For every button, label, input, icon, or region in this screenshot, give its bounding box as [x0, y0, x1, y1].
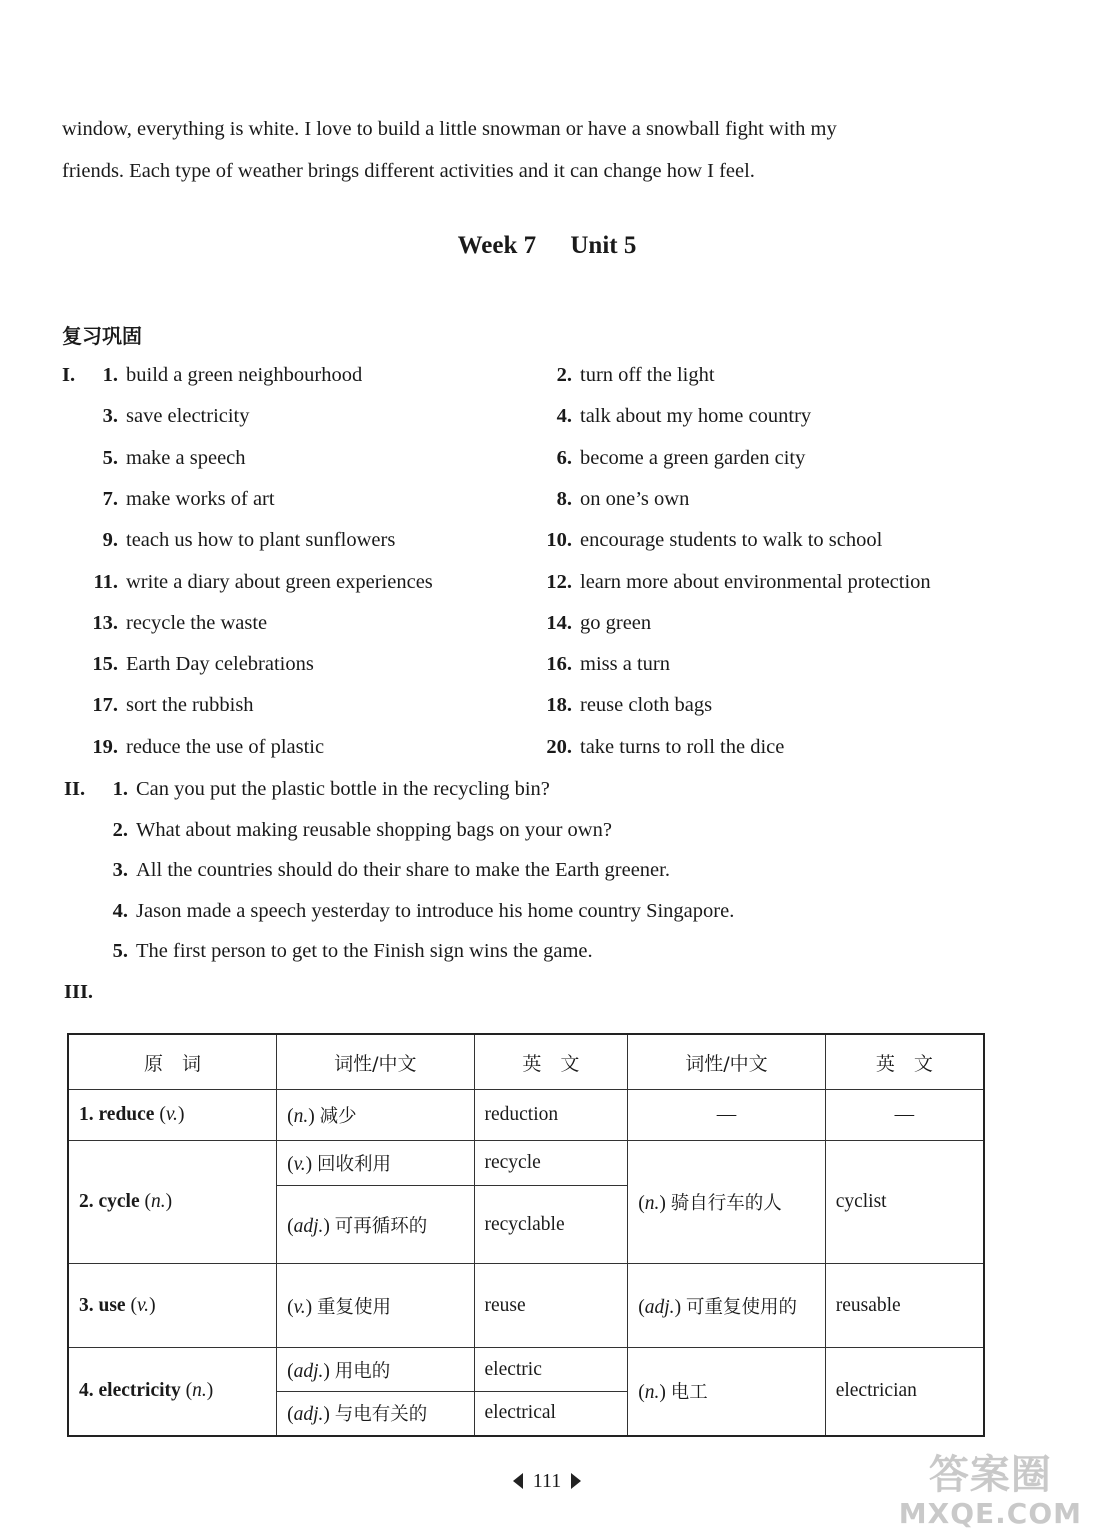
item-text: build a green neighbourhood: [126, 364, 363, 386]
header-cell: 原 词: [68, 1034, 277, 1090]
item-text: What about making reusable shopping bags on your own?: [136, 818, 612, 841]
part1-item: [536, 529, 882, 552]
item-number: 4.: [112, 899, 128, 922]
item-text: write a diary about green experiences: [126, 570, 433, 593]
english-cell: recycle: [474, 1141, 628, 1186]
item-text: teach us how to plant sunflowers: [126, 529, 396, 552]
item-number: 4.: [556, 405, 572, 428]
table-header-row: [68, 1034, 984, 1090]
item-text: become a green garden city: [580, 446, 806, 469]
part1-item: [82, 694, 254, 717]
pos-cn-cell: (n.) 减少: [277, 1090, 474, 1141]
word-cell: 4. electricity (n.): [68, 1348, 277, 1436]
word-cell: 3. use (v.): [68, 1264, 277, 1348]
header-cell: 词性/中文: [628, 1034, 825, 1090]
part1-item: [536, 405, 811, 428]
pos-cn-cell: (v.) 回收利用: [277, 1141, 474, 1186]
item-number: 9.: [102, 529, 118, 552]
pos-cn-cell: (v.) 重复使用: [277, 1264, 474, 1348]
part2-item: [106, 859, 670, 882]
item-text: Earth Day celebrations: [126, 653, 314, 676]
pos-cn-cell: (adj.) 与电有关的: [277, 1392, 474, 1436]
part3-label: III.: [64, 981, 94, 1003]
item-text: learn more about environmental protection: [580, 570, 931, 593]
part1-item: [82, 653, 314, 676]
item-text: talk about my home country: [580, 405, 812, 428]
intro-line: friends. Each type of weather brings different activities and it can change how I feel.: [62, 160, 755, 182]
item-number: 15.: [92, 653, 118, 676]
item-number: 3.: [102, 405, 118, 428]
part1-item: [82, 736, 324, 759]
item-text: make a speech: [126, 446, 246, 469]
part1-item: [82, 488, 275, 511]
english-cell: recyclable: [474, 1186, 628, 1264]
pos-cn-cell: (n.) 电工: [628, 1348, 825, 1436]
item-number: 1.: [112, 778, 128, 800]
triangle-right-icon: [571, 1473, 581, 1489]
item-number: 17.: [92, 694, 118, 717]
item-number: 18.: [546, 694, 572, 717]
item-text: save electricity: [126, 405, 250, 428]
english-cell: reduction: [474, 1090, 628, 1141]
item-number: 20.: [546, 735, 572, 758]
item-text: on one’s own: [580, 487, 690, 510]
part1-item: [536, 653, 670, 676]
watermark-top: 答案圈: [928, 1452, 1052, 1498]
table-row: [68, 1348, 984, 1392]
english-cell: —: [825, 1090, 984, 1141]
part1-item: [82, 405, 250, 428]
item-number: 1.: [102, 364, 118, 386]
item-text: Jason made a speech yesterday to introduce his home country Singapore.: [136, 899, 735, 922]
item-number: 19.: [92, 735, 118, 758]
item-number: 2.: [112, 818, 128, 841]
pos-cn-cell: (n.) 骑自行车的人: [628, 1141, 825, 1264]
item-number: 6.: [556, 446, 572, 469]
item-number: 2.: [556, 364, 572, 386]
section-heading: 复习巩固: [62, 324, 142, 348]
part1-item: [536, 488, 689, 511]
part1-item: [82, 364, 362, 387]
table-row: [68, 1141, 984, 1186]
title-unit: Unit 5: [570, 232, 637, 259]
english-cell: reusable: [825, 1264, 984, 1348]
header-cell: 词性/中文: [277, 1034, 474, 1090]
part2-item: [106, 900, 734, 923]
item-number: 12.: [546, 570, 572, 593]
header-cell: 英 文: [825, 1034, 984, 1090]
word-cell: 1. reduce (v.): [68, 1090, 277, 1141]
item-number: 5.: [102, 446, 118, 469]
part1-item: [536, 447, 805, 470]
item-text: recycle the waste: [126, 611, 268, 634]
table-row: [68, 1090, 984, 1141]
part1-item: [536, 736, 784, 759]
pos-cn-cell: (adj.) 可重复使用的: [628, 1264, 825, 1348]
header-cell: 英 文: [474, 1034, 628, 1090]
page-title: [0, 232, 1094, 260]
item-number: 8.: [556, 487, 572, 510]
part2-label: II.: [64, 778, 86, 800]
english-cell: electric: [474, 1348, 628, 1392]
part1-item: [536, 364, 715, 387]
item-text: turn off the light: [580, 364, 715, 386]
intro-line: window, everything is white. I love to build a little snowman or have a snowball fight with my: [62, 118, 837, 140]
word-table: [67, 1033, 985, 1437]
pos-cn-cell: (adj.) 用电的: [277, 1348, 474, 1392]
english-cell: cyclist: [825, 1141, 984, 1264]
part1-item: [82, 447, 246, 470]
part1-item: [82, 529, 395, 552]
item-number: 16.: [546, 653, 572, 676]
part2-item: [106, 819, 612, 842]
item-text: Can you put the plastic bottle in the recycling bin?: [136, 778, 550, 800]
item-number: 10.: [546, 529, 572, 552]
item-text: reduce the use of plastic: [126, 735, 325, 758]
part1-item: [536, 612, 651, 635]
item-text: make works of art: [126, 487, 275, 510]
pos-cn-cell: —: [628, 1090, 825, 1141]
part1-item: [536, 694, 712, 717]
item-text: miss a turn: [580, 653, 670, 676]
page-number-text: 111: [532, 1470, 562, 1492]
watermark-bottom: MXQE.COM: [898, 1497, 1082, 1530]
item-number: 7.: [102, 487, 118, 510]
item-text: reuse cloth bags: [580, 694, 713, 717]
triangle-left-icon: [513, 1473, 523, 1489]
word-cell: 2. cycle (n.): [68, 1141, 277, 1264]
item-number: 11.: [93, 570, 118, 593]
english-cell: electrical: [474, 1392, 628, 1436]
english-cell: reuse: [474, 1264, 628, 1348]
item-text: All the countries should do their share to make the Earth greener.: [136, 859, 670, 881]
table-row: [68, 1264, 984, 1348]
title-week: Week 7: [457, 232, 537, 259]
part2-item: [106, 778, 550, 801]
item-text: sort the rubbish: [126, 694, 254, 717]
english-cell: electrician: [825, 1348, 984, 1436]
intro-paragraph: [62, 108, 992, 192]
watermark-logo: [899, 1453, 1082, 1530]
item-text: take turns to roll the dice: [580, 735, 785, 758]
item-number: 5.: [112, 940, 128, 962]
item-number: 3.: [112, 859, 128, 881]
item-number: 13.: [92, 611, 118, 634]
item-number: 14.: [546, 611, 572, 634]
part1-item: [536, 571, 931, 594]
part2-item: [106, 940, 593, 963]
part1-label: I.: [62, 364, 76, 386]
item-text: encourage students to walk to school: [580, 529, 883, 552]
part1-item: [82, 571, 433, 594]
item-text: go green: [580, 611, 652, 634]
item-text: The first person to get to the Finish sign wins the game.: [136, 940, 593, 962]
part1-item: [82, 612, 267, 635]
pos-cn-cell: (adj.) 可再循环的: [277, 1186, 474, 1264]
